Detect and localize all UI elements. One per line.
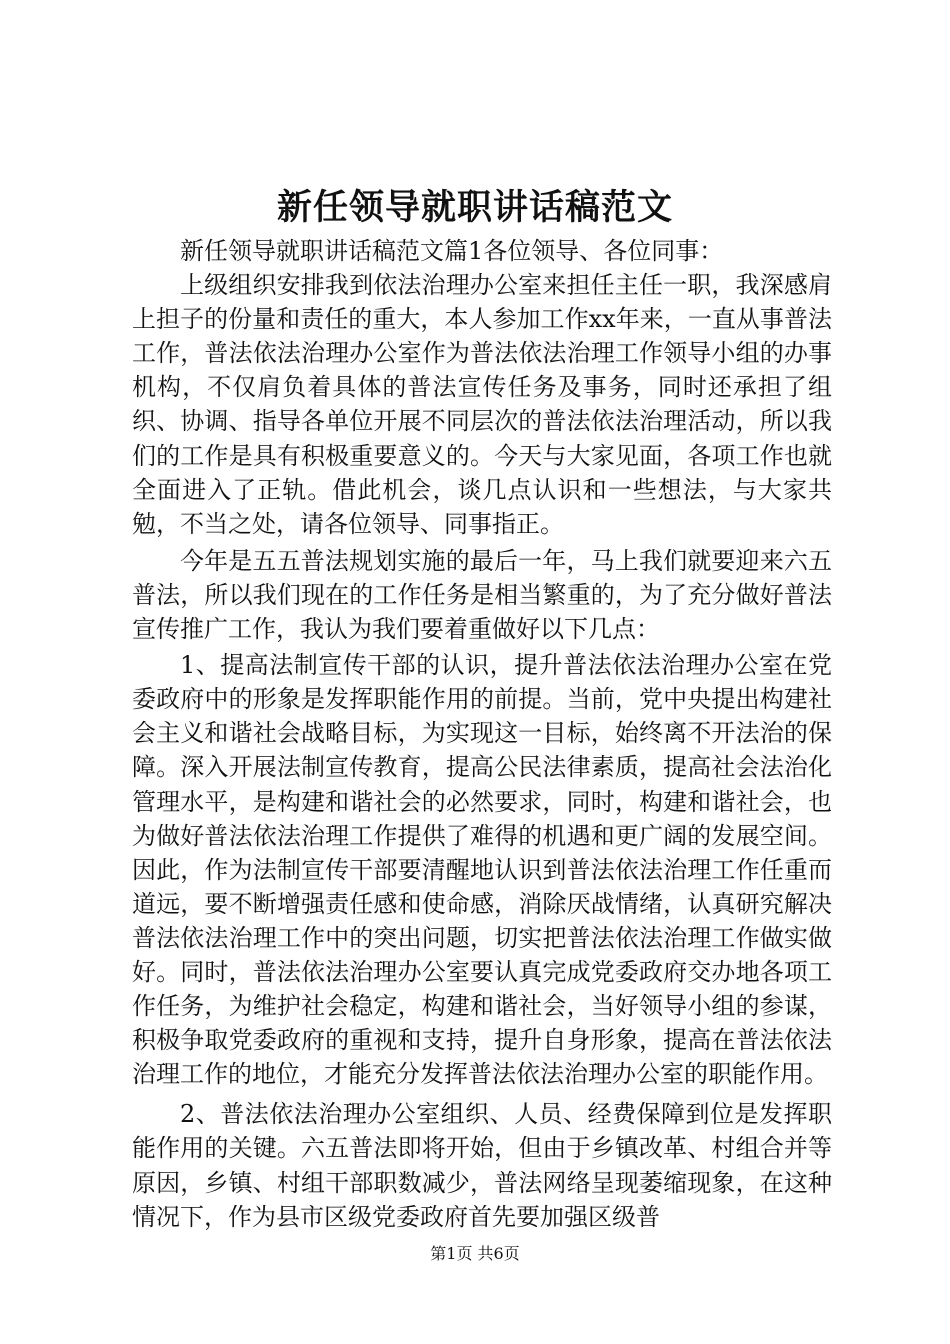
paragraph-introduction: 上级组织安排我到依法治理办公室来担任主任一职，我深感肩上担子的份量和责任的重大，本人参加工作xx年来，一直从事普法工作，普法依法治理办公室作为普法依法治理工作领导小组的办事机构，不仅肩负着具体的普法宣传任务及事务，同时还承担了组织、协调、指导各单位开展不同层次的普法依法治理活动，所以我们的工作是具有积极重要意义的。今天与大家见面，各项工作也就全面进入了正轨。借此机会，谈几点认识和一些想法，与大家共勉，不当之处，请各位领导、同事指正。 [132,271,832,538]
paragraph-point-2: 2、普法依法治理办公室组织、人员、经费保障到位是发挥职能作用的关键。六五普法即将开始，但由于乡镇改革、村组合并等原因，乡镇、村组干部职数减少，普法网络呈现萎缩现象，在这种情况下，作为县市区级党委政府首先要加强区级普 [132,1100,832,1231]
paragraph-tasks: 今年是五五普法规划实施的最后一年，马上我们就要迎来六五普法，所以我们现在的工作任务是相当繁重的，为了充分做好普法宣传推广工作，我认为我们要着重做好以下几点： [132,546,832,644]
document-body [132,234,832,1234]
paragraph-greeting: 新任领导就职讲话稿范文篇1各位领导、各位同事： [180,237,724,265]
page-footer: 第1页 共6页 [430,1244,520,1263]
document-title: 新任领导就职讲话稿范文 [276,187,673,228]
paragraph-point-1: 1、提高法制宣传干部的认识，提升普法依法治理办公室在党委政府中的形象是发挥职能作用的前提。当前，党中央提出构建社会主义和谐社会战略目标，为实现这一目标，始终离不开法治的保障。深入开展法制宣传教育，提高公民法律素质，提高社会法治化管理水平，是构建和谐社会的必然要求，同时，构建和谐社会，也为做好普法依法治理工作提供了难得的机遇和更广阔的发展空间。因此，作为法制宣传干部要清醒地认识到普法依法治理工作任重而道远，要不断增强责任感和使命感，消除厌战情绪，认真研究解决普法依法治理工作中的突出问题，切实把普法依法治理工作做实做好。同时，普法依法治理办公室要认真完成党委政府交办地各项工作任务，为维护社会稳定，构建和谐社会，当好领导小组的参谋，积极争取党委政府的重视和支持，提升自身形象，提高在普法依法治理工作的地位，才能充分发挥普法依法治理办公室的职能作用。 [132,651,832,1089]
